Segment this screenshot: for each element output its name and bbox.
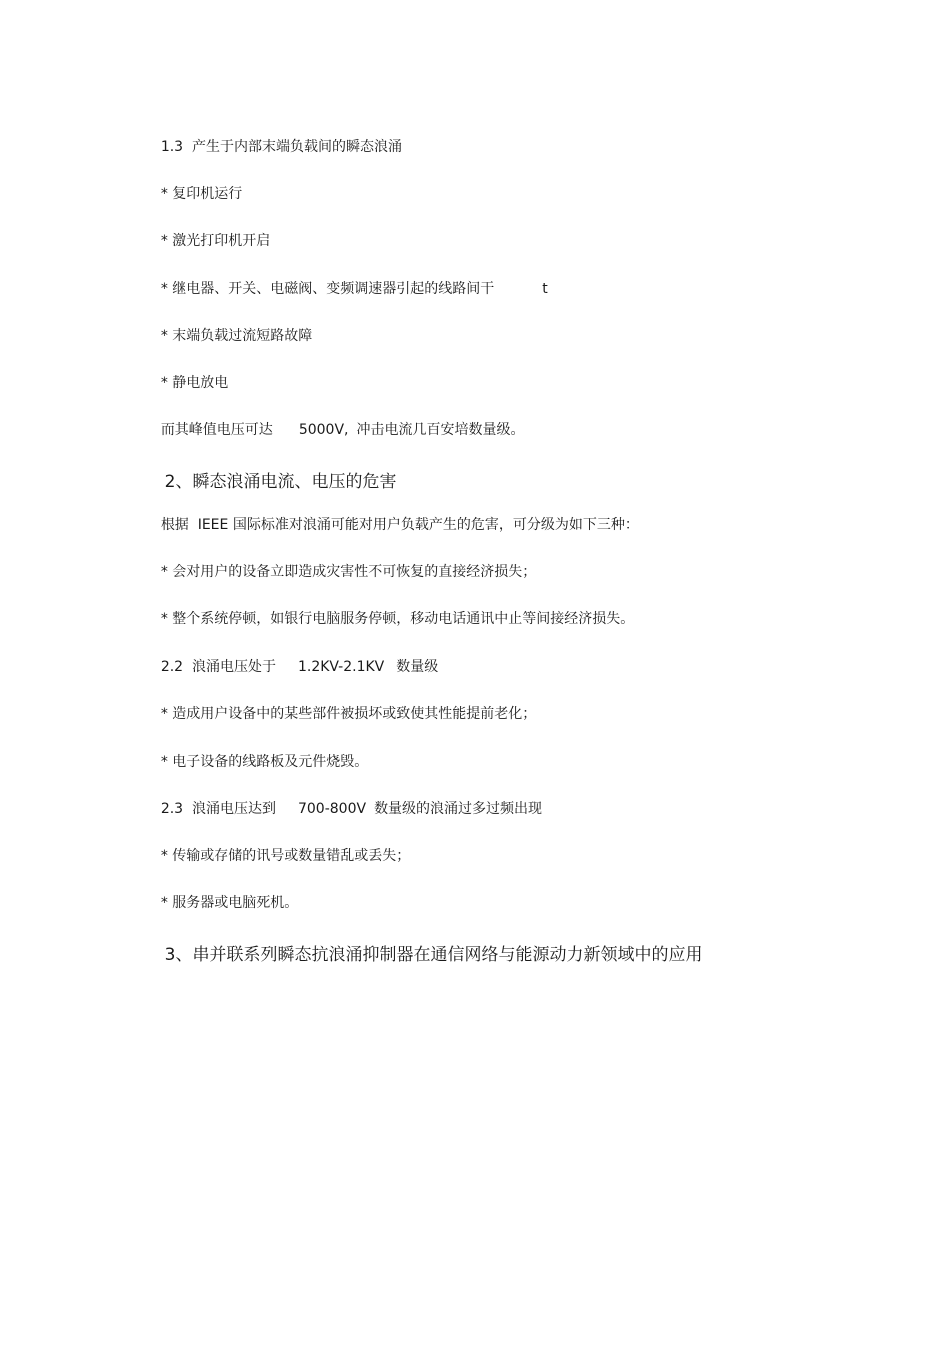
list-item: * 继电器、开关、电磁阀、变频调速器引起的线路间干 t [160,281,548,297]
voltage-range-value: 1.2KV-2.1KV [297,659,385,675]
peak-voltage-paragraph: 而其峰值电压可达 5000V, 冲击电流几百安培数量级。 [160,422,525,438]
section-2-2-title: 2.2 浪涌电压处于 1.2KV-2.1KV 数量级 [160,659,439,675]
list-item: * 复印机运行 [160,186,243,202]
list-item: * 会对用户的设备立即造成灾害性不可恢复的直接经济损失； [160,564,537,580]
section-1-3-title: 1.3 产生于内部末端负载间的瞬态浪涌 [160,139,402,155]
list-item: * 末端负载过流短路故障 [160,328,313,344]
ieee-paragraph: 根据 IEEE 国际标准对浪涌可能对用户负载产生的危害，可分级为如下三种： [160,517,639,533]
list-item: * 静电放电 [160,375,229,391]
voltage-range-value: 700-800V [297,801,367,817]
list-item: * 服务器或电脑死机。 [160,895,299,911]
list-item: * 激光打印机开启 [160,233,271,249]
section-3-heading: 3、串并联系列瞬态抗浪涌抑制器在通信网络与能源动力新领域中的应用 [164,945,703,965]
stray-character: t [542,281,548,297]
list-item: * 电子设备的线路板及元件烧毁。 [160,754,369,770]
section-2-3-title: 2.3 浪涌电压达到 700-800V 数量级的浪涌过多过频出现 [160,801,543,817]
list-item: * 造成用户设备中的某些部件被损坏或致使其性能提前老化； [160,706,537,722]
section-2-heading: 2、瞬态浪涌电流、电压的危害 [164,472,397,492]
list-item: * 整个系统停顿，如银行电脑服务停顿，移动电话通讯中止等间接经济损失。 [160,611,635,627]
voltage-value: 5000V, [298,422,349,438]
list-item: * 传输或存储的讯号或数量错乱或丢失； [160,848,411,864]
